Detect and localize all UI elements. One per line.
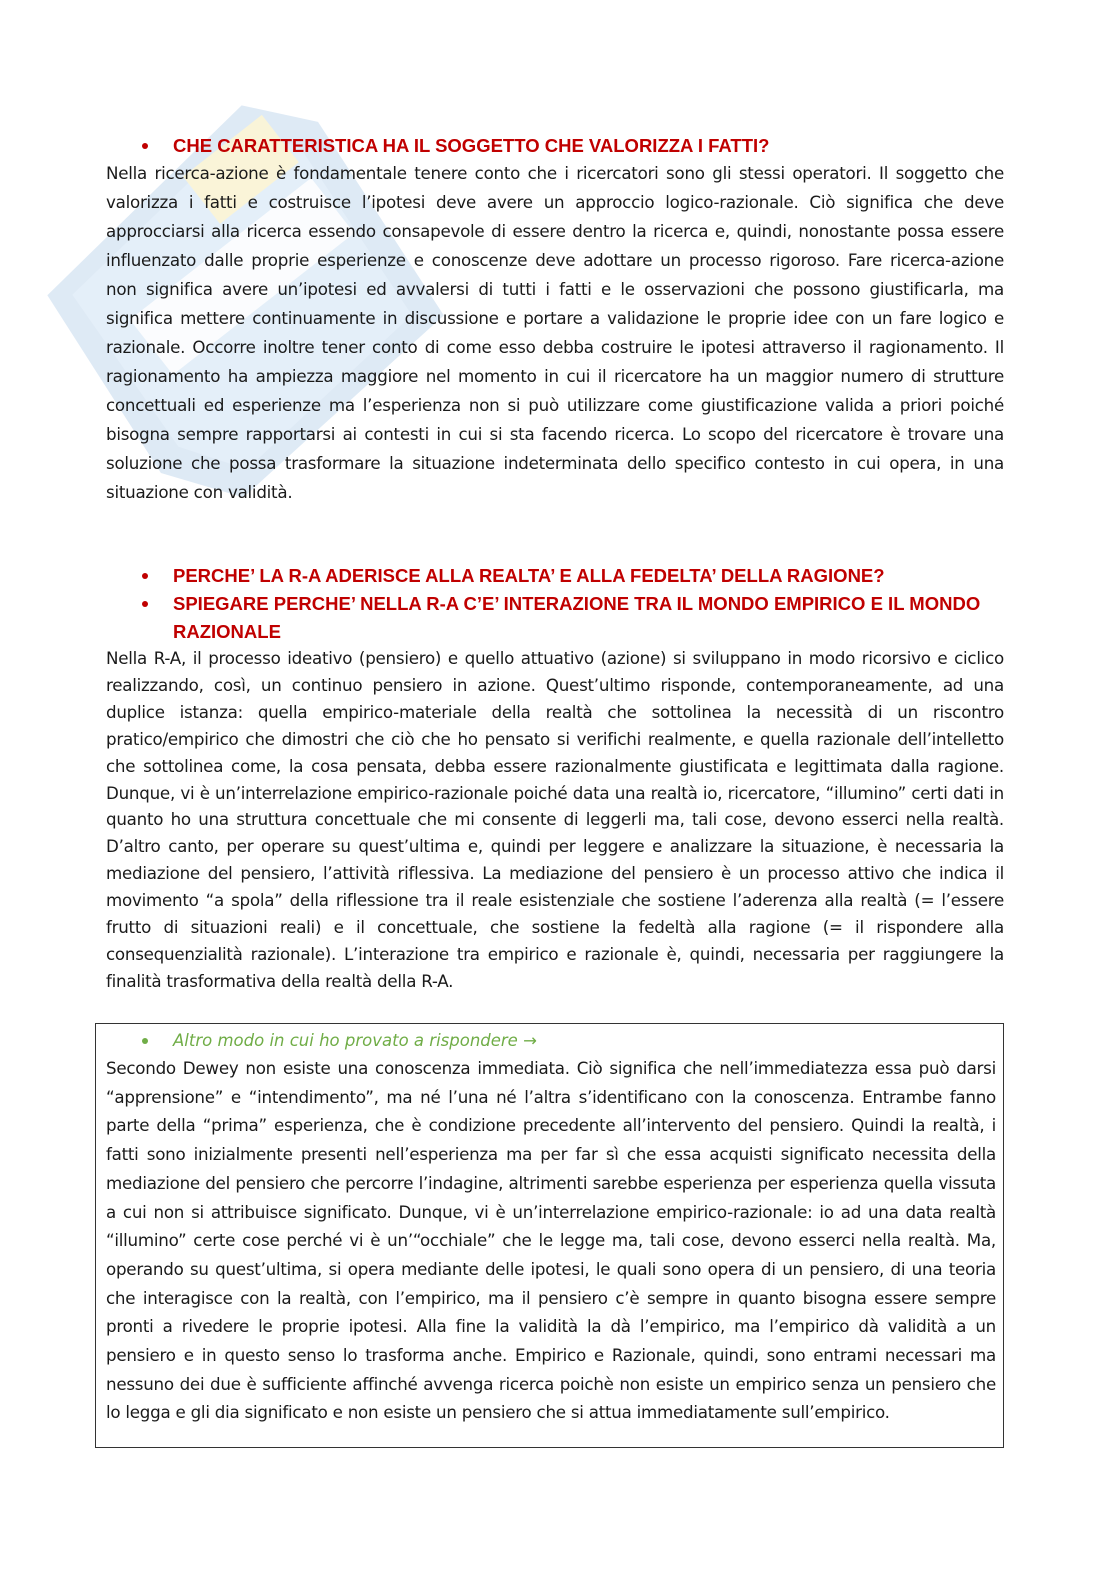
section2-heading-2: SPIEGARE PERCHE’ NELLA R-A C’E’ INTERAZIONE TRA IL MONDO EMPIRICO E IL MONDO RAZIONALE bbox=[106, 590, 1071, 646]
section1-heading: CHE CARATTERISTICA HA IL SOGGETTO CHE VALORIZZA I FATTI? bbox=[106, 132, 1071, 160]
section2-body: Nella R-A, il processo ideativo (pensiero) e quello attuativo (azione) si sviluppano in modo ricorsivo e ciclico realizzando, così, un continuo pensiero in azione. Quest’ultimo risponde, contemporaneamente, ad una duplice istanza: quella empirico-materiale della realtà che sottolinea la necessità di un riscontro pratico/empirico che dimostri che ciò che ho pensato si verifichi realmente, e quella razionale dell’intelletto che sottolinea come, la cosa pensata, debba essere razionalmente giustificata e legittimata dalla ragione. Dunque, vi è un’interrelazione empirico-razionale poiché data una realtà io, ricercatore, “illumino” certi dati in quanto ho una struttura concettuale che mi consente di leggerli ma, tali cose, devono esserci nella realtà. D’altro canto, per operare su quest’ultima e, quindi per leggere e analizzare la situazione, è necessaria la mediazione del pensiero, l’attività riflessiva. La mediazione del pensiero è un processo attivo che indica il movimento “a spola” della riflessione tra il reale esistenziale che sostiene l’aderenza alla realtà (= l’essere frutto di situazioni reali) e il concettuale, che sostiene la fedeltà alla ragione (= il rispondere alla consequenzialità razionale). L’interazione tra empirico e razionale è, quindi, necessaria per raggiungere la finalità trasformativa della realtà della R-A. bbox=[106, 648, 1004, 991]
section1-body: Nella ricerca-azione è fondamentale tenere conto che i ricercatori sono gli stessi operatori. Il soggetto che valorizza i fatti e costruisce l’ipotesi deve avere un approccio logico-razionale. Ciò significa che deve approcciarsi alla ricerca essendo consapevole di essere dentro la ricerca e, quindi, nonostante possa essere influenzato dalle proprie esperienze e conoscenze deve adottare un processo rigoroso. Fare ricerca-azione non significa avere un’ipotesi ed avvalersi di tutti i fatti e le osservazioni che possono giustificarla, ma significa mettere continuamente in discussione e portare a validazione le proprie idee con un fare logico e razionale. Occorre inoltre tener conto di come esso debba costruire le ipotesi attraverso il ragionamento. Il ragionamento ha ampiezza maggiore nel momento in cui il ricercatore ha un maggior numero di strutture concettuali ed esperienze ma l’esperienza non si può utilizzare come giustificazione valida a priori poiché bisogna sempre rapportarsi ai contesti in cui si sta facendo ricerca. Lo scopo del ricercatore è trovare una soluzione che possa trasformare la situazione indeterminata dello specifico contesto in cui opera, in una situazione con validità. bbox=[106, 163, 1004, 502]
arrow-right-icon: → bbox=[523, 1031, 537, 1050]
alternative-heading-text: Altro modo in cui ho provato a rispondere bbox=[173, 1031, 518, 1050]
section2-heading-1: PERCHE’ LA R-A ADERISCE ALLA REALTA’ E ALLA FEDELTA’ DELLA RAGIONE? bbox=[106, 562, 1071, 590]
alternative-body: Secondo Dewey non esiste una conoscenza immediata. Ciò significa che nell’immediatezza essa può darsi “apprensione” e “intendimento”, ma né l’una né l’altra s’identificano con la conoscenza. Entrambe fanno parte della “prima” esperienza, che è condizione precedente all’intervento del pensiero. Quindi la realtà, i fatti sono inizialmente presenti nell’esperienza ma per far sì che essa acquisti significato necessita della mediazione del pensiero che percorre l’indagine, altrimenti sarebbe esperienza per esperienza quella vissuta a cui non si attribuisce significato. Dunque, vi è un’interrelazione empirico-razionale: io ad una data realtà “illumino” certe cose perché vi è un’“occhiale” che le legge ma, tali cose, devono esserci nella realtà. Ma, operando su quest’ultima, si opera mediante delle ipotesi, le quali sono opera di un pensiero, di una teoria che interagisce con la realtà, con l’empirico, ma il pensiero c’è sempre in quanto bisogna essere sempre pronti a rivedere le proprie ipotesi. Alla fine la validità la dà l’empirico, ma l’empirico dà validità a un pensiero e in questo senso lo trasforma anche. Empirico e Razionale, quindi, sono entrami necessari ma nessuno dei due è sufficiente affinché avvenga ricerca poichè non esiste un empirico senza un pensiero che lo legga e gli dia significato e non esiste un pensiero che si attua immediatamente sull’empirico. bbox=[106, 1058, 996, 1423]
alternative-answer-box bbox=[95, 1023, 1004, 1448]
alternative-heading bbox=[106, 1028, 996, 1054]
